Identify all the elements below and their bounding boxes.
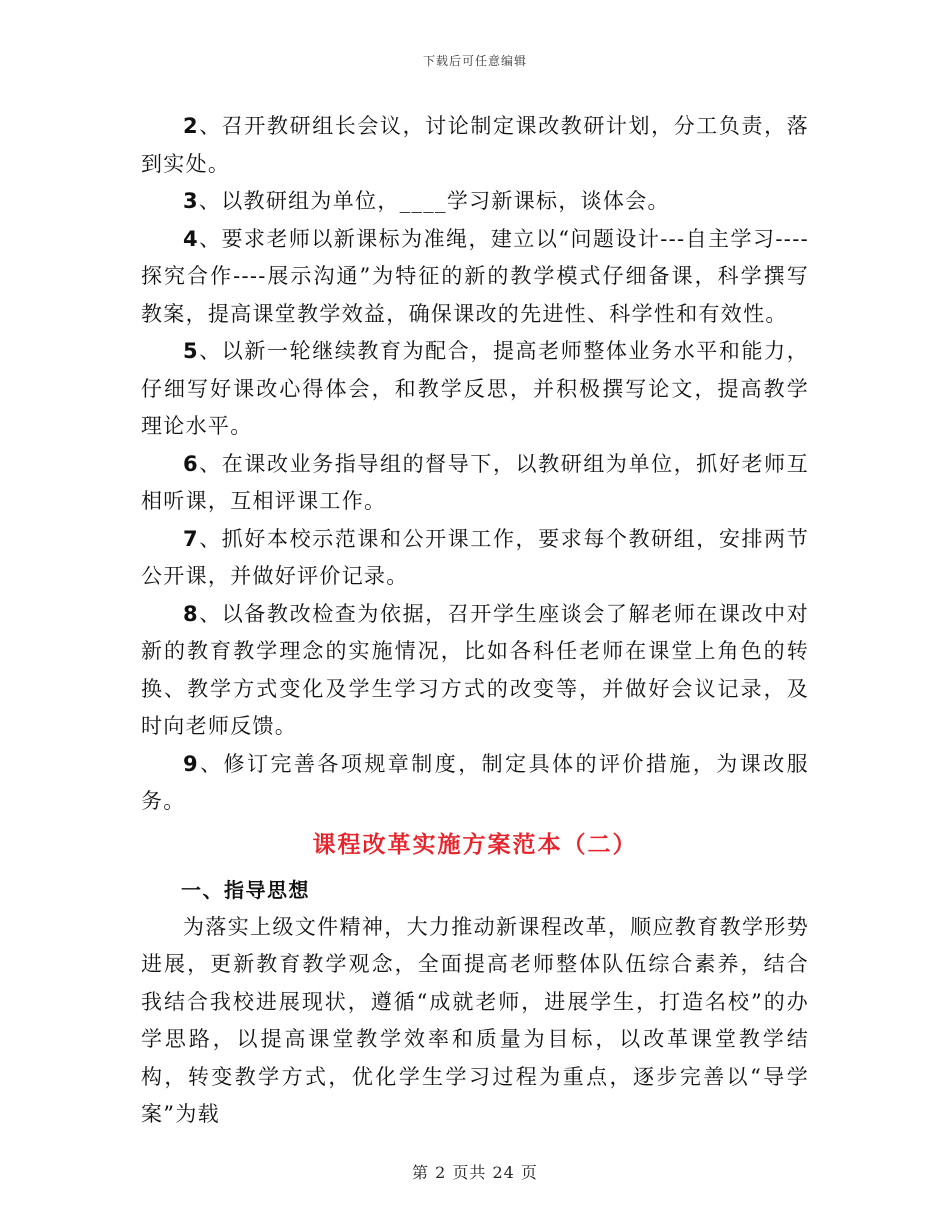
page-header: 下载后可任意编辑: [422, 54, 527, 68]
item-number: 9: [183, 751, 199, 776]
item-text: 、要求老师以新课标为准绳，建立以“问题设计---自主学习----探究合作----展示沟通”为特征的新的教学模式仔细备课，科学撰写教案，提高课堂教学效益，确保课改的先进性、科学性和有效性。: [141, 226, 809, 326]
item-text: 、在课改业务指导组的督导下，以教研组为单位，抓好老师互相听课，互相评课工作。: [141, 451, 809, 513]
item-text: 、召开教研组长会议，讨论制定课改教研计划，分工负责，落到实处。: [141, 114, 809, 176]
item-number: 5: [183, 339, 199, 363]
page-footer: 第 2 页共 24 页: [412, 1163, 538, 1182]
item-text: 、抓好本校示范课和公开课工作，要求每个教研组，安排两节公开课，并做好评价记录。: [141, 526, 809, 588]
section-heading: 一、指导思想: [181, 877, 310, 902]
list-item: [141, 746, 809, 821]
item-text: 、修订完善各项规章制度，制定具体的评价措施，为课改服务。: [141, 751, 809, 813]
item-text: 、以教研组为单位，____学习新课标，谈体会。: [198, 189, 670, 213]
list-item: [141, 521, 809, 596]
item-text: 、以新一轮继续教育为配合，提高老师整体业务水平和能力，仔细写好课改心得体会，和教学反思，并积极撰写论文，提高教学理论水平。: [141, 339, 809, 438]
item-number: 7: [183, 526, 199, 551]
section-paragraph: 为落实上级文件精神，大力推动新课程改革，顺应教育教学形势进展，更新教育教学观念，全面提高老师整体队伍综合素养，结合我结合我校进展现状，遵循“成就老师，进展学生，打造名校”的办学思路，以提高课堂教学效率和质量为目标，以改革课堂教学结构，转变教学方式，优化学生学习过程为重点，逐步完善以“导学案”为载: [141, 914, 809, 1126]
item-number: 3: [183, 189, 199, 213]
item-number: 2: [183, 114, 199, 138]
item-text: 、以备教改检查为依据，召开学生座谈会了解老师在课改中对新的教育教学理念的实施情况，比如各科任老师在课堂上角色的转换、教学方式变化及学生学习方式的改变等，并做好会议记录，及时向老师反馈。: [141, 601, 809, 738]
item-number: 8: [183, 601, 199, 626]
document-body: [141, 108, 809, 1134]
list-item: [141, 108, 809, 183]
item-number: 4: [183, 226, 199, 251]
list-item: [141, 183, 809, 221]
list-item: [141, 446, 809, 521]
list-item: [141, 333, 809, 446]
list-item: [141, 596, 809, 746]
list-item: [141, 221, 809, 334]
item-number: 6: [183, 451, 199, 476]
document-title: 课程改革实施方案范本（二）: [312, 830, 638, 858]
